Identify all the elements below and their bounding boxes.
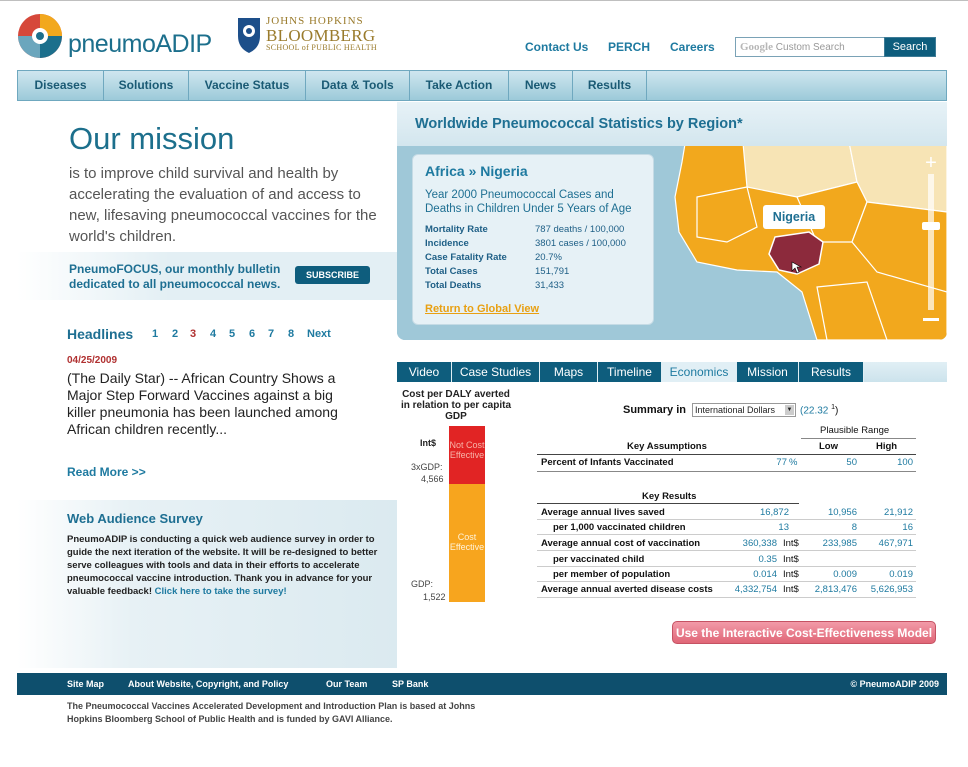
result-label: Average annual lives saved bbox=[541, 507, 665, 518]
logo-text: pneumoADIP bbox=[68, 30, 212, 58]
key-results-header: Key Results bbox=[642, 491, 697, 502]
footer-about-link[interactable]: About Website, Copyright, and Policy bbox=[128, 679, 289, 689]
assumption-label: Percent of Infants Vaccinated bbox=[541, 457, 674, 468]
nav-solutions[interactable]: Solutions bbox=[104, 71, 189, 100]
result-value: 16,872 bbox=[759, 507, 789, 518]
result-low: 2,813,476 bbox=[814, 584, 857, 595]
not-cost-effective-bar bbox=[449, 426, 485, 484]
gdp-label: GDP: bbox=[411, 579, 434, 589]
footer-copyright: © PneumoADIP 2009 bbox=[850, 679, 939, 689]
plausible-range-header: Plausible Range bbox=[820, 425, 890, 436]
search-button[interactable]: Search bbox=[884, 37, 936, 57]
result-low: 8 bbox=[851, 522, 857, 533]
zoom-out-icon bbox=[923, 318, 939, 321]
page-link[interactable]: 6 bbox=[249, 328, 256, 340]
result-high: 5,626,953 bbox=[870, 584, 913, 595]
region-infobox bbox=[412, 154, 654, 325]
tab-case-studies[interactable]: Case Studies bbox=[452, 362, 540, 382]
stat-value: 31,433 bbox=[535, 280, 565, 291]
tab-timeline[interactable]: Timeline bbox=[598, 362, 662, 382]
map-header bbox=[397, 102, 947, 146]
stat-label: Mortality Rate bbox=[425, 224, 488, 235]
zoom-control[interactable] bbox=[920, 152, 942, 332]
result-unit: Int$ bbox=[783, 538, 799, 549]
gdp3-value: 4,566 bbox=[421, 474, 444, 484]
subscribe-button[interactable]: SUBSCRIBE bbox=[295, 266, 370, 284]
currency-value: International Dollars bbox=[695, 405, 776, 415]
result-low: 233,985 bbox=[822, 538, 857, 549]
cost-unit: Int$ bbox=[420, 438, 437, 448]
result-label: Average annual averted disease costs bbox=[541, 584, 713, 595]
page-link[interactable]: 4 bbox=[210, 328, 217, 340]
result-high: 467,971 bbox=[878, 538, 913, 549]
tab-economics[interactable]: Economics bbox=[662, 362, 737, 382]
content-tabs bbox=[397, 362, 947, 382]
key-assumptions-header: Key Assumptions bbox=[627, 441, 707, 452]
jhu-line1: JOHNS HOPKINS bbox=[266, 15, 364, 27]
page-link[interactable]: 7 bbox=[268, 328, 275, 340]
pneumoadip-logo-icon bbox=[16, 11, 68, 61]
stat-label: Total Cases bbox=[425, 266, 478, 277]
result-high: 16 bbox=[902, 522, 913, 533]
bulletin-panel bbox=[17, 252, 397, 300]
currency-select[interactable] bbox=[692, 403, 796, 417]
jhu-line3: SCHOOL of PUBLIC HEALTH bbox=[266, 43, 377, 52]
result-unit: Int$ bbox=[783, 584, 799, 595]
page-link[interactable]: 8 bbox=[288, 328, 295, 340]
survey-panel bbox=[17, 500, 397, 668]
stat-value: 3801 cases / 100,000 bbox=[535, 238, 626, 249]
jhu-shield-icon bbox=[236, 16, 262, 54]
result-value: 13 bbox=[778, 522, 789, 533]
rate-footnote[interactable]: 1 bbox=[831, 404, 836, 411]
jhu-bloomberg-logo[interactable] bbox=[236, 16, 386, 58]
google-logo: Google bbox=[740, 41, 773, 53]
page-link[interactable]: 2 bbox=[172, 328, 179, 340]
top-rule bbox=[0, 0, 968, 1]
rate-value: (22.32 bbox=[800, 405, 829, 417]
map-title: Worldwide Pneumococcal Statistics by Region* bbox=[415, 116, 743, 132]
result-label: Average annual cost of vaccination bbox=[541, 538, 701, 549]
jhu-line2: BLOOMBERG bbox=[266, 26, 376, 45]
contact-us-link[interactable]: Contact Us bbox=[525, 40, 589, 54]
result-value: 0.014 bbox=[753, 569, 777, 580]
survey-title: Web Audience Survey bbox=[67, 511, 203, 526]
region-title: Africa » Nigeria bbox=[425, 163, 528, 179]
nav-vaccine-status[interactable]: Vaccine Status bbox=[189, 71, 306, 100]
footer-sp-bank-link[interactable]: SP Bank bbox=[392, 679, 429, 689]
stat-label: Case Fatality Rate bbox=[425, 252, 507, 263]
stat-value: 20.7% bbox=[535, 252, 562, 263]
tab-bar-fill bbox=[864, 362, 947, 382]
return-global-link[interactable]: Return to Global View bbox=[425, 303, 540, 315]
stat-label: Total Deaths bbox=[425, 280, 482, 291]
search-placeholder: Custom Search bbox=[775, 42, 845, 53]
result-label: per vaccinated child bbox=[553, 554, 645, 565]
news-body: (The Daily Star) -- African Country Shows a Major Step Forward Vaccines against a big killer pneumonia has been launched among African children recently... bbox=[67, 370, 338, 437]
gdp-value: 1,522 bbox=[423, 592, 446, 602]
page-link[interactable]: 1 bbox=[152, 328, 159, 340]
next-page-link[interactable]: Next bbox=[307, 328, 331, 340]
cost-effective-bar bbox=[449, 484, 485, 602]
country-label: Nigeria bbox=[763, 205, 825, 229]
stat-value: 787 deaths / 100,000 bbox=[535, 224, 625, 235]
footer-site-map-link[interactable]: Site Map bbox=[67, 679, 105, 689]
careers-link[interactable]: Careers bbox=[670, 40, 715, 54]
result-low: 0.009 bbox=[833, 569, 857, 580]
nav-results[interactable]: Results bbox=[573, 71, 647, 100]
summary-label: Summary in bbox=[623, 404, 686, 416]
result-low: 10,956 bbox=[827, 507, 857, 518]
bulletin-line1: PneumoFOCUS, our monthly bulletin bbox=[69, 262, 281, 276]
exchange-rate bbox=[800, 404, 838, 416]
headlines-title: Headlines bbox=[67, 326, 134, 342]
tab-results[interactable]: Results bbox=[799, 362, 864, 382]
nav-data-tools[interactable]: Data & Tools bbox=[306, 71, 410, 100]
cost-effective-label: Cost Effective bbox=[449, 532, 485, 552]
survey-text: PneumoADIP is conducting a quick web audience survey in order to guide the next iteration of the website. It will be re-designed to better serve colleagues with tools and data in their efforts to accelerate pneumococcal vaccine introduction. Thank you in advance for your valuable feedback! bbox=[67, 534, 378, 597]
tab-mission[interactable]: Mission bbox=[737, 362, 799, 382]
rate-close: ) bbox=[835, 405, 839, 417]
survey-link[interactable]: Click here to take the survey! bbox=[154, 586, 287, 597]
result-value: 360,338 bbox=[742, 538, 777, 549]
region-description: Year 2000 Pneumococcal Cases and Deaths in Children Under 5 Years of Age bbox=[425, 189, 632, 215]
assumption-unit: % bbox=[789, 457, 798, 468]
result-high: 0.019 bbox=[889, 569, 913, 580]
cost-title: Cost per DALY averted in relation to per capita GDP bbox=[400, 389, 512, 422]
zoom-slider-handle bbox=[922, 222, 940, 230]
low-header: Low bbox=[819, 441, 838, 452]
result-label: per member of population bbox=[553, 569, 671, 580]
gdp3-label: 3xGDP: bbox=[411, 462, 443, 472]
footer-note: The Pneumococcal Vaccines Accelerated Development and Introduction Plan is based at Johns Hopkins Bloomberg School of Public Health and is funded by GAVI Alliance. bbox=[67, 701, 476, 724]
assumption-high: 100 bbox=[897, 457, 913, 468]
not-cost-effective-label: Not Cost Effective bbox=[449, 440, 485, 460]
tab-maps[interactable]: Maps bbox=[540, 362, 598, 382]
result-value: 4,332,754 bbox=[734, 584, 777, 595]
assumption-low: 50 bbox=[846, 457, 857, 468]
tab-video[interactable]: Video bbox=[397, 362, 452, 382]
news-date: 04/25/2009 bbox=[67, 355, 118, 366]
nav-news[interactable]: News bbox=[509, 71, 573, 100]
statistics-map bbox=[397, 102, 947, 340]
result-high: 21,912 bbox=[883, 507, 913, 518]
nav-take-action[interactable]: Take Action bbox=[410, 71, 509, 100]
result-unit: Int$ bbox=[783, 569, 799, 580]
bulletin-line2: dedicated to all pneumococcal news. bbox=[69, 277, 281, 291]
footer-team-link[interactable]: Our Team bbox=[326, 679, 368, 689]
stat-value: 151,791 bbox=[535, 266, 570, 277]
read-more-link[interactable]: Read More >> bbox=[67, 465, 146, 479]
chevron-down-icon: ▼ bbox=[786, 407, 793, 413]
search-input[interactable] bbox=[735, 37, 885, 57]
zoom-in-icon: + bbox=[925, 152, 937, 174]
page-link[interactable]: 5 bbox=[229, 328, 236, 340]
result-label: per 1,000 vaccinated children bbox=[553, 522, 686, 533]
stat-label: Incidence bbox=[425, 238, 469, 249]
perch-link[interactable]: PERCH bbox=[608, 40, 651, 54]
mission-text: is to improve child survival and health by accelerating the evaluation of and access to new, lifesaving pneumococcal vaccines for the world's children. bbox=[69, 165, 377, 245]
cost-effectiveness-model-button[interactable]: Use the Interactive Cost-Effectiveness Model bbox=[672, 621, 936, 644]
main-nav bbox=[17, 70, 947, 101]
high-header: High bbox=[876, 441, 898, 452]
result-unit: Int$ bbox=[783, 554, 799, 565]
nav-diseases[interactable]: Diseases bbox=[18, 71, 104, 100]
page-link-active[interactable]: 3 bbox=[190, 328, 197, 340]
assumption-value: 77 bbox=[776, 457, 787, 468]
mission-title: Our mission bbox=[69, 121, 235, 156]
result-value: 0.35 bbox=[758, 554, 777, 565]
footer-bar bbox=[17, 673, 947, 695]
